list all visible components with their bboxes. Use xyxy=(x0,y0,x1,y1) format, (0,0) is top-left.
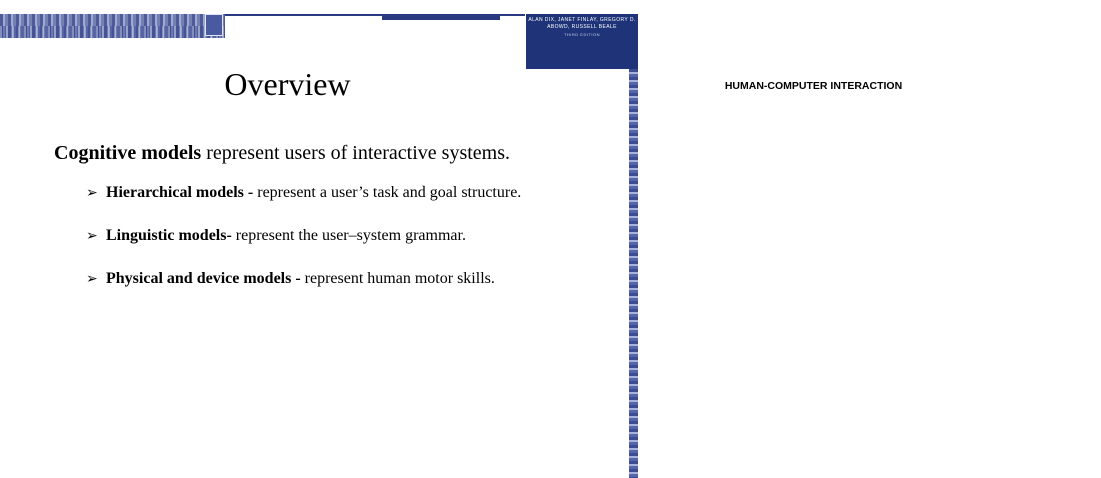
bullet-term: Physical and device models - xyxy=(106,270,301,287)
book-title: HUMAN-COMPUTER INTERACTION xyxy=(724,80,903,92)
right-edge-pattern xyxy=(629,69,638,478)
bullet-item xyxy=(86,268,521,290)
bullet-term: Linguistic models- xyxy=(106,227,232,244)
intro-line xyxy=(54,142,510,165)
bullet-item xyxy=(86,225,521,247)
arrow-bullet-icon: ➢ xyxy=(86,185,98,201)
bullet-text: represent human motor skills. xyxy=(304,270,495,287)
header-thick-rule xyxy=(382,14,500,20)
intro-text: represent users of interactive systems. xyxy=(206,142,511,164)
bullet-text: represent the user–system grammar. xyxy=(235,227,466,244)
intro-term: Cognitive models xyxy=(54,142,202,164)
bullet-text: represent a user’s task and goal structure. xyxy=(257,184,522,201)
book-authors: ALAN DIX, JANET FINLAY, GREGORY D. ABOWD, RUSSELL BEALE xyxy=(528,17,636,30)
book-edition: THIRD EDITION xyxy=(563,32,601,37)
bullet-list xyxy=(86,182,521,311)
arrow-bullet-icon: ➢ xyxy=(86,228,98,244)
bullet-term: Hierarchical models - xyxy=(106,184,254,201)
arrow-bullet-icon: ➢ xyxy=(86,271,98,287)
book-cover-banner xyxy=(526,14,903,92)
header-square-decoration xyxy=(205,14,223,36)
bullet-item xyxy=(86,182,521,204)
header-pattern-overlay xyxy=(0,26,225,38)
slide-title: Overview xyxy=(224,66,351,102)
